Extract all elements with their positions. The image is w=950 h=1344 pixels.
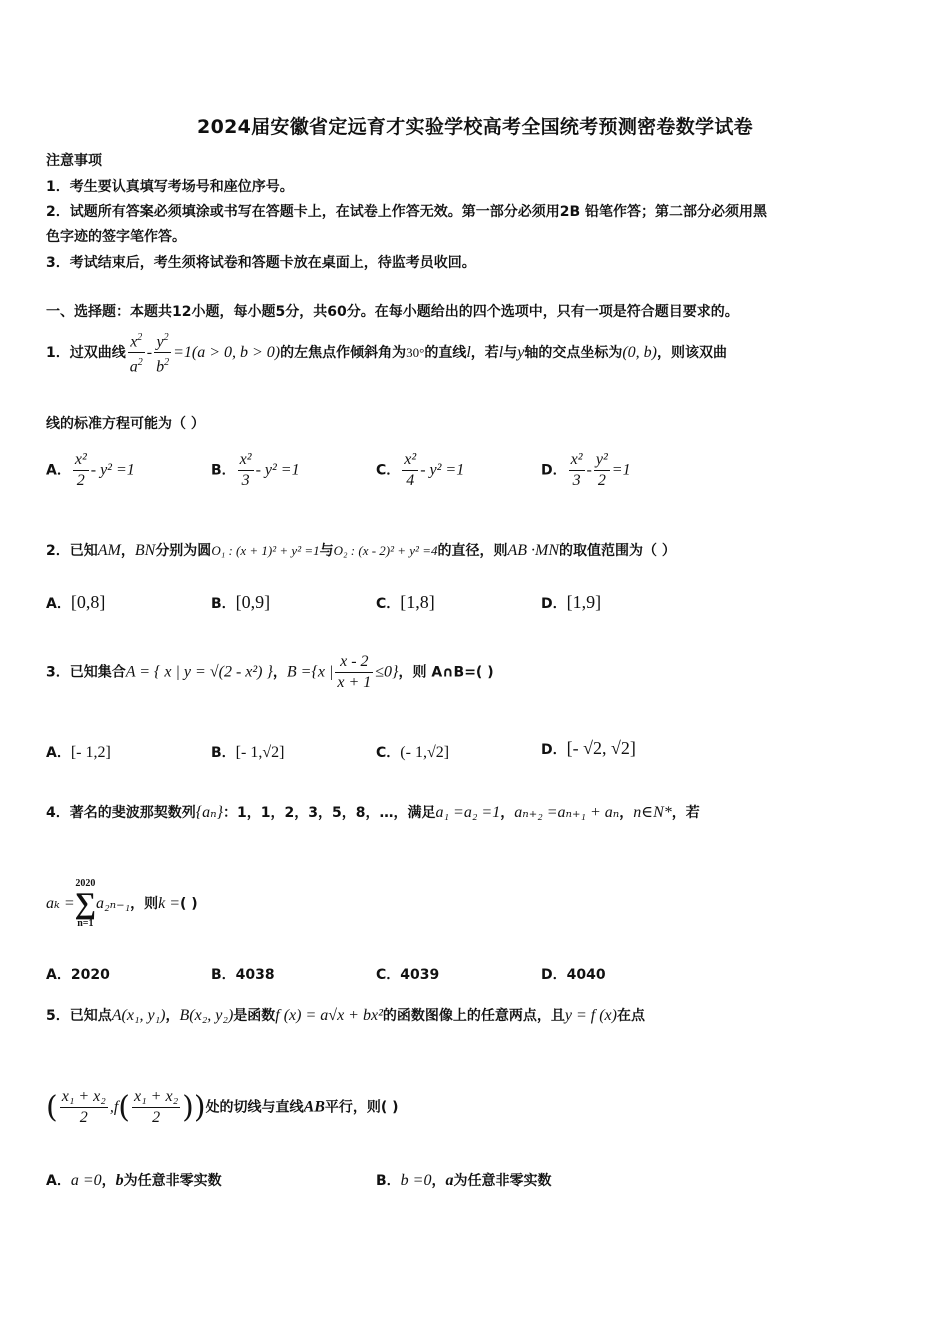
question-1: 1．过双曲线 $\frac{x^2}{a^2}$ - $\frac{y^2}{b^2}$ =1(a > 0, b > 0)的左焦点作倾斜角为30°的直线l，若l与y轴的交点坐标为(0, b)，则该双曲 <box>46 328 727 378</box>
question-3: 3．已知集合A = { x | y = √(2 - x²) }，B ={x | $\frac{x - 2}{x + 1}$ ≤0}，则 A∩B=( ) <box>46 653 494 691</box>
q3-option-d: D．[- √2, √2] <box>541 738 636 758</box>
notice-item: 1．考生要认真填写考场号和座位序号。 <box>46 179 294 195</box>
q1-option-b: B． $\frac{\text{x²}}{3}$ - y² =1 <box>211 451 300 489</box>
q1-option-c: C． $\frac{\text{x²}}{4}$ - y² =1 <box>376 451 465 489</box>
q3-option-c: C．(- 1,√2] <box>376 744 450 761</box>
q2-option-b: B．[0,9] <box>211 592 271 612</box>
q2-option-d: D．[1,9] <box>541 592 602 612</box>
notice-heading: 注意事项 <box>46 153 102 169</box>
section-heading: 一、选择题：本题共12小题，每小题5分，共60分。在每小题给出的四个选项中，只有一项是符合题目要求的。 <box>46 304 739 320</box>
question-4-line2: aₖ = 2020 ∑ n=1 a₂ₙ₋₁，则k =( ) <box>46 878 198 929</box>
notice-item: 2．试题所有答案必须填涂或书写在答题卡上，在试卷上作答无效。第一部分必须用2B 铅笔作答；第二部分必须用黑 <box>46 204 768 220</box>
q5-option-b: B．b =0，a为任意非零实数 <box>376 1172 552 1189</box>
q1-option-a: A． $\frac{\text{x²}}{2}$ - y² =1 <box>46 451 135 489</box>
q5-option-a: A．a =0，b为任意非零实数 <box>46 1172 222 1189</box>
question-5-line2: ( $\frac{\text{x₁ + x₂}}{2}$ ,f( $\frac{\text{x₁ + x₂}}{2}$ ))处的切线与直线AB平行，则( ) <box>46 1088 399 1126</box>
question-4: 4．著名的斐波那契数列{aₙ}：1，1，2，3，5，8，…，满足a₁ =a₂ =1，aₙ₊₂ =aₙ₊₁ + aₙ，n∈N*，若 <box>46 804 700 821</box>
question-5: 5．已知点A(x₁, y₁)，B(x₂, y₂)是函数f (x) = a√x + bx²的函数图像上的任意两点，且y = f (x)在点 <box>46 1007 645 1024</box>
q1-option-d: D． $\frac{\text{x²}}{3}$ - $\frac{\text{y²}}{2}$ =1 <box>541 451 631 489</box>
q4-option-c: C．4039 <box>376 967 440 983</box>
q2-option-c: C．[1,8] <box>376 592 435 612</box>
notice-item: 3．考试结束后，考生须将试卷和答题卡放在桌面上，待监考员收回。 <box>46 255 476 271</box>
question-2: 2．已知AM，BN分别为圆O₁ : (x + 1)² + y² =1与O₂ : (x - 2)² + y² =4的直径，则AB ·MN的取值范围为（ ） <box>46 542 676 559</box>
page-title: 2024届安徽省定远育才实验学校高考全国统考预测密卷数学试卷 <box>197 116 753 138</box>
q4-option-a: A．2020 <box>46 967 110 983</box>
question-1-line2: 线的标准方程可能为（ ） <box>46 416 205 432</box>
notice-item: 色字迹的签字笔作答。 <box>46 229 186 245</box>
q3-option-a: A．[- 1,2] <box>46 744 111 761</box>
q3-option-b: B．[- 1,√2] <box>211 744 285 761</box>
q2-option-a: A．[0,8] <box>46 592 106 612</box>
q4-option-d: D．4040 <box>541 967 606 983</box>
q4-option-b: B．4038 <box>211 967 275 983</box>
